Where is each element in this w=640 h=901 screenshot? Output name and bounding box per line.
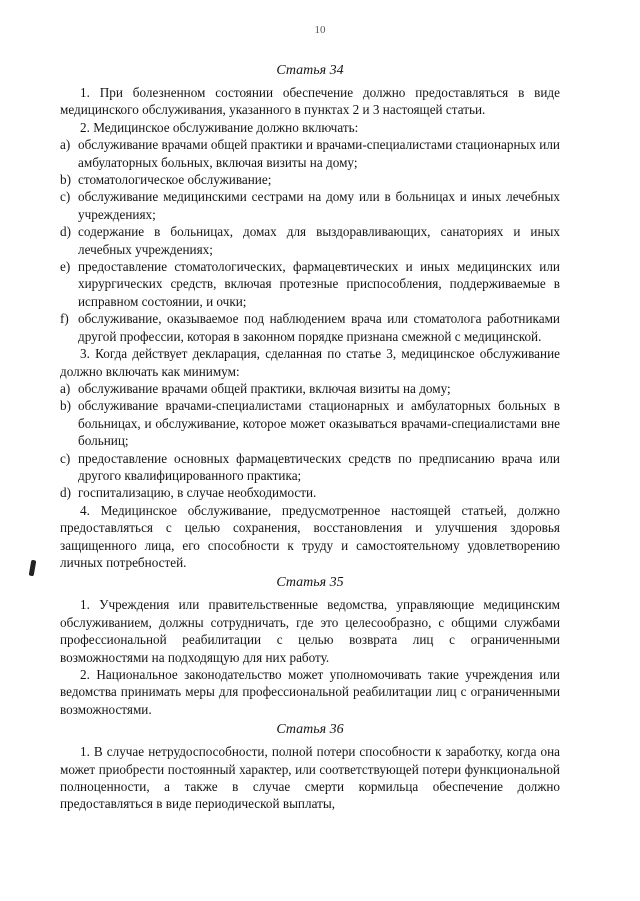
list-marker: f): [60, 311, 69, 327]
list-item-text: содержание в больницах, домах для выздоравливающих, санаториях и иных лечебных учреждениях;: [78, 224, 560, 257]
list-item: [60, 223, 560, 258]
list-item-text: обслуживание, оказываемое под наблюдением врача или стоматолога работниками другой профессии, которая в законном порядке признана смежной с медицинской.: [78, 311, 560, 344]
list-item: [60, 397, 560, 449]
article-34-list-3: [60, 380, 560, 502]
article-34-paragraph-4: 4. Медицинское обслуживание, предусмотренное настоящей статьей, должно предоставляться с целью сохранения, восстановления и улучшения здоровья защищенного лица, его способности к труду и самостоятельному удовлетворению личных потребностей.: [60, 502, 560, 570]
article-36-paragraph-1: 1. В случае нетрудоспособности, полной потери способности к заработку, когда она может приобрести постоянный характер, или соответствующей потери функциональной полноценности, а также в случае смерти кормильца обеспечение должно предоставляться в виде периодической выплаты,: [60, 744, 560, 812]
list-item-text: предоставление основных фармацевтических средств по предписанию врача или другого квалифицированного практика;: [78, 450, 560, 483]
list-marker: c): [60, 189, 71, 205]
list-item-text: обслуживание врачами-специалистами стационарных и амбулаторных больных в больницах, и обслуживание, которое может оказываться врачами-специалистами вне больниц;: [78, 398, 560, 449]
list-marker: a): [60, 137, 71, 153]
list-marker: c): [60, 450, 71, 466]
scan-artifact-mark: [29, 560, 37, 577]
list-item: [60, 484, 560, 501]
list-marker: b): [60, 172, 71, 188]
list-marker: e): [60, 259, 71, 275]
list-item: [60, 136, 560, 171]
article-34-list-2: [60, 136, 560, 345]
list-item-text: обслуживание медицинскими сестрами на дому или в больницах и иных лечебных учреждениях;: [78, 189, 560, 222]
article-34-paragraph-3: 3. Когда действует декларация, сделанная по статье 3, медицинское обслуживание должно включать как минимум:: [60, 346, 560, 379]
list-item-text: предоставление стоматологических, фармацевтических и иных медицинских или хирургических средств, включая протезные приспособления, поддерживаемые в исправном состоянии, и очки;: [78, 259, 560, 309]
list-item-text: госпитализацию, в случае необходимости.: [78, 485, 317, 501]
document-body: [60, 62, 560, 813]
list-item: [60, 450, 560, 485]
article-34-paragraph-1: 1. При болезненном состоянии обеспечение должно предоставляться в виде медицинского обслуживания, указанного в пунктах 2 и 3 настоящей статьи.: [60, 85, 560, 118]
list-marker: d): [60, 224, 71, 240]
list-item: [60, 188, 560, 223]
list-item: [60, 310, 560, 345]
article-34-title: Статья 34: [276, 63, 344, 78]
article-34-paragraph-2: 2. Медицинское обслуживание должно включать:: [80, 119, 359, 135]
list-marker: d): [60, 485, 71, 501]
list-item: [60, 258, 560, 310]
article-36-title: Статья 36: [276, 722, 344, 738]
article-35-title: Статья 35: [276, 575, 344, 591]
list-marker: a): [60, 380, 71, 396]
list-item: [60, 171, 560, 188]
list-item-text: обслуживание врачами общей практики, включая визиты на дому;: [78, 380, 451, 396]
list-item-text: обслуживание врачами общей практики и врачами-специалистами стационарных или амбулаторных больных, включая визиты на дому;: [78, 137, 560, 170]
article-35-paragraph-1: 1. Учреждения или правительственные ведомства, управляющие медицинским обслуживанием, должны сотрудничать, где это целесообразно, с общими службами профессиональной реабилитации с целью возврата лиц с ограниченными возможностями на подходящую для них работу.: [60, 597, 560, 665]
list-item: [60, 380, 560, 397]
page-number: 10: [314, 24, 326, 36]
list-marker: b): [60, 398, 71, 414]
list-item-text: стоматологическое обслуживание;: [78, 172, 272, 188]
article-35-paragraph-2: 2. Национальное законодательство может уполномочивать такие учреждения или ведомства принимать меры для профессиональной реабилитации лиц с ограниченными возможностями.: [60, 667, 560, 717]
